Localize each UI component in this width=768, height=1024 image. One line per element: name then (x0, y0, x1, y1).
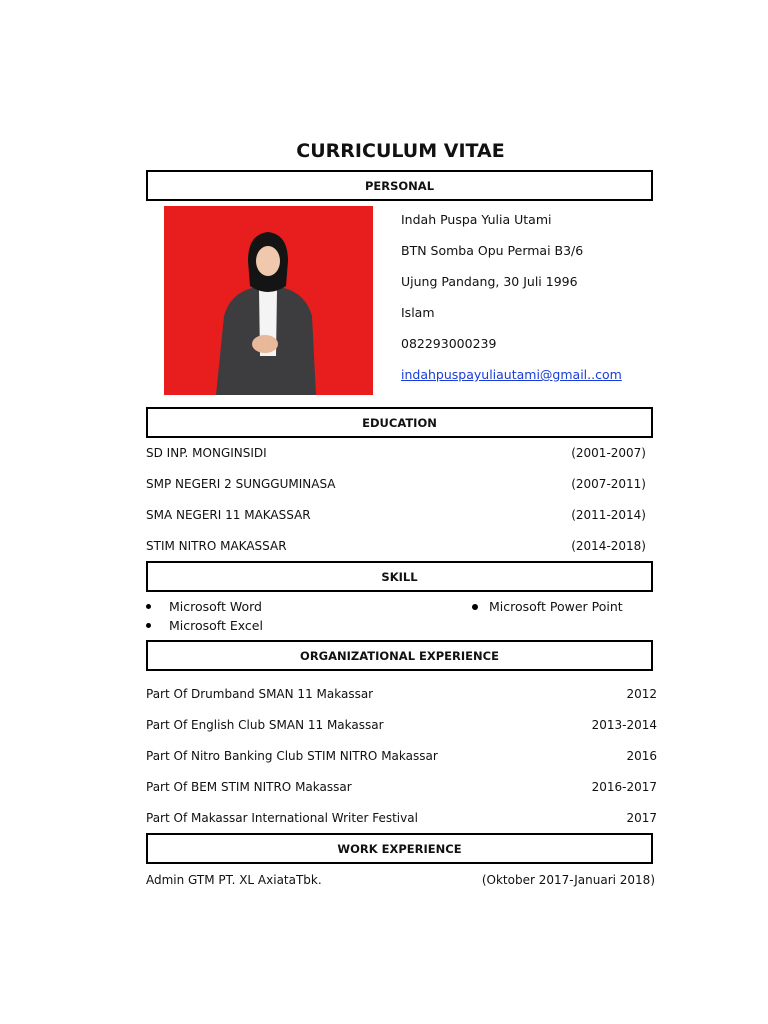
skill-label: Microsoft Excel (169, 618, 263, 633)
section-header-label: WORK EXPERIENCE (337, 841, 462, 856)
organization-name: Part Of Drumband SMAN 11 Makassar (146, 687, 374, 701)
personal-name: Indah Puspa Yulia Utami (401, 212, 552, 227)
personal-phone: 082293000239 (401, 336, 497, 351)
section-header-label: EDUCATION (362, 415, 437, 430)
section-header-organizational-experience (146, 640, 653, 671)
organization-name: Part Of Makassar International Writer Festival (146, 811, 418, 825)
education-years: (2007-2011) (571, 477, 646, 491)
organization-year: 2012 (626, 687, 657, 701)
bullet-icon (472, 604, 478, 610)
education-years: (2014-2018) (571, 539, 646, 553)
profile-photo-figure (164, 206, 373, 395)
bullet-icon (146, 623, 151, 628)
organization-year: 2016 (626, 749, 657, 763)
education-school: SMP NEGERI 2 SUNGGUMINASA (146, 477, 336, 491)
section-header-label: SKILL (381, 569, 418, 584)
education-school: SD INP. MONGINSIDI (146, 446, 267, 460)
education-school: SMA NEGERI 11 MAKASSAR (146, 508, 311, 522)
organization-year: 2013-2014 (591, 718, 657, 732)
work-period: (Oktober 2017-Januari 2018) (481, 873, 655, 887)
section-header-label: PERSONAL (364, 178, 435, 193)
page-title: CURRICULUM VITAE (296, 140, 505, 162)
bullet-icon (146, 604, 151, 609)
organization-name: Part Of BEM STIM NITRO Makassar (146, 780, 352, 794)
personal-religion: Islam (401, 305, 435, 320)
organization-year: 2017 (626, 811, 657, 825)
section-header-work-experience (146, 833, 653, 864)
section-header-education (146, 407, 653, 438)
organization-name: Part Of English Club SMAN 11 Makassar (146, 718, 384, 732)
skill-item (472, 599, 623, 614)
education-years: (2011-2014) (571, 508, 646, 522)
organization-name: Part Of Nitro Banking Club STIM NITRO Makassar (146, 749, 438, 763)
personal-address: BTN Somba Opu Permai B3/6 (401, 243, 584, 258)
work-role: Admin GTM PT. XL AxiataTbk. (146, 873, 322, 887)
education-school: STIM NITRO MAKASSAR (146, 539, 287, 553)
skill-item (146, 618, 263, 633)
skill-item (146, 599, 262, 614)
section-header-label: ORGANIZATIONAL EXPERIENCE (300, 648, 499, 663)
section-header-personal (146, 170, 653, 201)
personal-email-link[interactable]: indahpuspayuliautami@gmail..com (401, 367, 622, 382)
skill-label: Microsoft Power Point (489, 599, 623, 614)
section-header-skill (146, 561, 653, 592)
personal-birth: Ujung Pandang, 30 Juli 1996 (401, 274, 578, 289)
organization-year: 2016-2017 (591, 780, 657, 794)
skill-label: Microsoft Word (169, 599, 262, 614)
profile-photo (164, 206, 373, 395)
education-years: (2001-2007) (571, 446, 646, 460)
